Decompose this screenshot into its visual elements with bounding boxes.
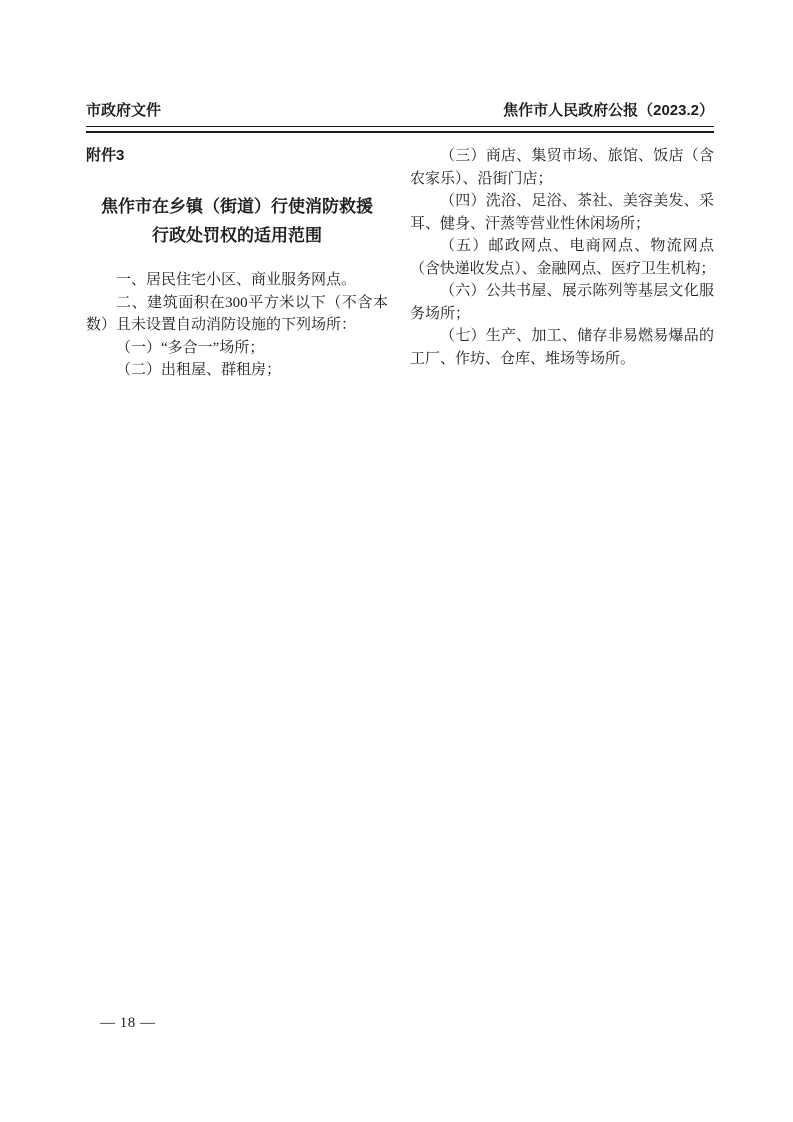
text-line: 工厂、作坊、仓库、堆场等场所。 [410, 350, 636, 367]
text-line: （三）商店、集贸市场、旅馆、饭店（含 [440, 148, 714, 164]
text-line: （含快递收发点）、金融网点、医疗卫生机构； [410, 260, 714, 277]
text-line: （一）“多合一”场所； [116, 339, 265, 356]
text-line: 数）且未设置自动消防设施的下列场所： [86, 317, 357, 333]
page-number: — 18 — [100, 1015, 156, 1031]
header-rule [86, 126, 714, 133]
right-column-text [410, 145, 714, 370]
header-section-label: 市政府文件 [86, 102, 162, 119]
text-line: （二）出租屋、群租房； [116, 362, 282, 378]
title-line-1: 焦作市在乡镇（街道）行使消防救援 [101, 197, 373, 216]
text-line: 耳、健身、汗蒸等营业性休闲场所； [410, 215, 651, 232]
text-line: 一、居民住宅小区、商业服务网点。 [116, 272, 357, 288]
left-column-text [86, 269, 388, 382]
document-body [86, 145, 714, 382]
text-line: （七）生产、加工、储存非易燃易爆品的 [440, 328, 714, 344]
right-column [410, 145, 714, 382]
attachment-label: 附件3 [86, 147, 125, 164]
text-line: （五）邮政网点、电商网点、物流网点 [440, 238, 714, 254]
text-line: 二、建筑面积在300平方米以下（不含本 [116, 294, 388, 311]
text-line: 农家乐）、沿街门店； [410, 170, 553, 187]
document-title [86, 193, 388, 250]
title-line-2: 行政处罚权的适用范围 [152, 225, 322, 245]
header-gazette-title: 焦作市人民政府公报（2023.2） [503, 102, 714, 119]
text-line: （四）洗浴、足浴、茶社、美容美发、采 [440, 193, 714, 209]
text-line: （六）公共书屋、展示陈列等基层文化服 [440, 283, 714, 299]
page-header [86, 101, 714, 121]
left-column [86, 145, 388, 382]
text-line: 务场所； [410, 305, 471, 322]
